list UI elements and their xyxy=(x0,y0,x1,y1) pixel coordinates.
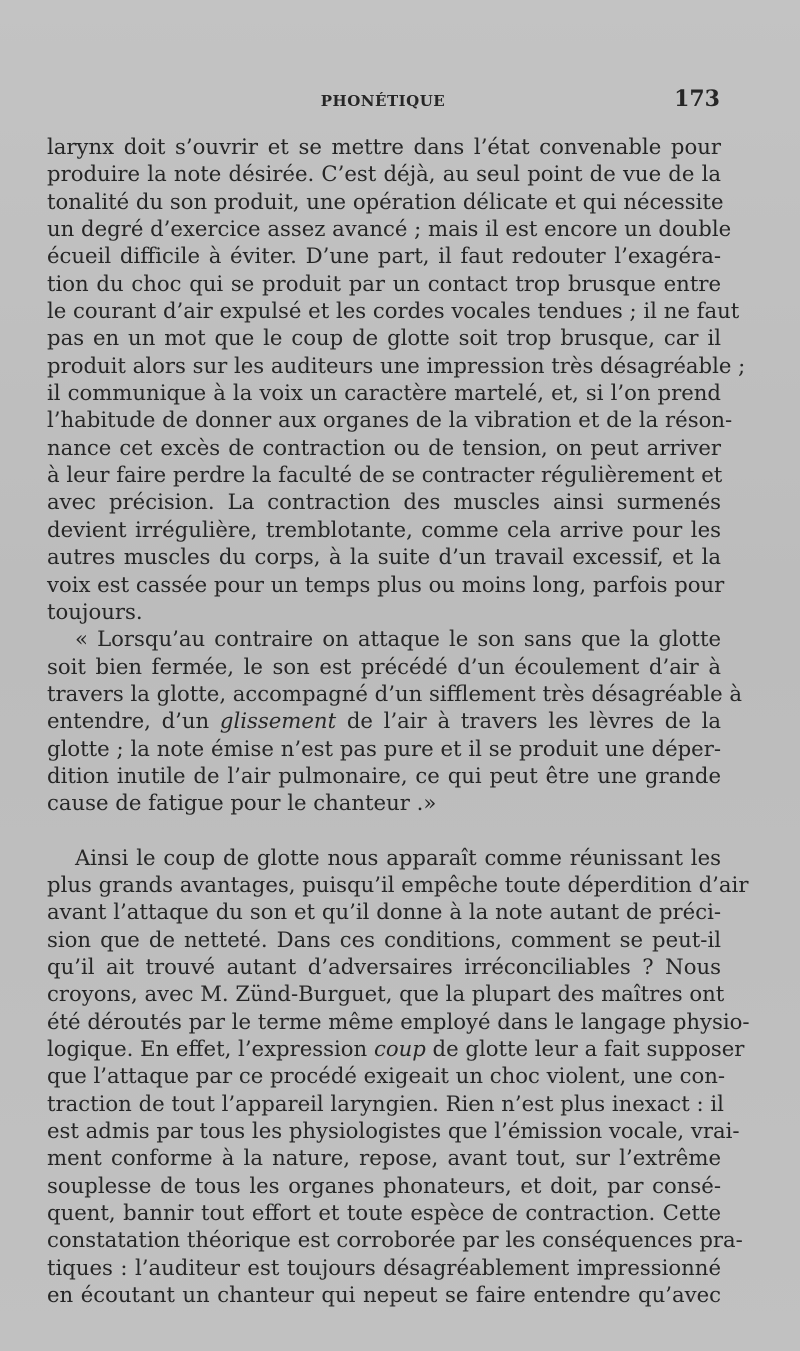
text-line: l’habitude de donner aux organes de la vibration et de la réson- xyxy=(47,407,733,433)
text-line: plus grands avantages, puisqu’il empêche toute déperdition d’air xyxy=(47,871,749,897)
text-line: produit alors sur les auditeurs une impression très désagréable ; xyxy=(47,352,746,378)
text-line: un degré d’exercice assez avancé ; mais il est encore un double xyxy=(47,216,732,242)
italic-term-coup: coup xyxy=(373,1036,426,1061)
body-text xyxy=(47,133,750,1308)
text-line: voix est cassée pour un temps plus ou moins long, parfois pour xyxy=(47,571,725,597)
text-line: larynx doit s’ouvrir et se mettre dans l’état convenable pour xyxy=(47,134,721,159)
page-number: 173 xyxy=(674,86,720,112)
text-line: cause de fatigue pour le chanteur .» xyxy=(47,790,437,816)
text-line: avant l’attaque du son et qu’il donne à la note autant de préci- xyxy=(47,899,721,925)
italic-term-glissement: glissement xyxy=(219,708,337,734)
text-line: écueil difficile à éviter. D’une part, il faut redouter l’exagéra- xyxy=(47,243,721,269)
text-line: pas en un mot que le coup de glotte soit trop brusque, car il xyxy=(47,325,721,351)
text-line: le courant d’air expulsé et les cordes vocales tendues ; il ne faut xyxy=(47,298,740,324)
text-line: devient irrégulière, tremblotante, comme cela arrive pour les xyxy=(47,516,721,542)
text-line: à leur faire perdre la faculté de se contracter régulièrement et xyxy=(47,462,723,488)
text-line: traction de tout l’appareil laryngien. Rien n’est plus inexact : il xyxy=(47,1090,724,1116)
text-segment: logique. En effet, l’expression xyxy=(47,1036,368,1061)
text-line: travers la glotte, accompagné d’un sifflement très désagréable à xyxy=(47,680,743,706)
text-line: autres muscles du corps, à la suite d’un travail excessif, et la xyxy=(47,544,721,570)
paragraph-gap xyxy=(47,817,721,844)
text-line: tion du choc qui se produit par un contact trop brusque entre xyxy=(47,270,721,296)
text-line: dition inutile de l’air pulmonaire, ce qui peut être une grande xyxy=(47,762,721,788)
text-line: souplesse de tous les organes phonateurs, et doit, par consé- xyxy=(47,1172,721,1198)
text-line: tiques : l’auditeur est toujours désagréablement impressionné xyxy=(47,1254,721,1280)
text-line: tonalité du son produit, une opération délicate et qui nécessite xyxy=(47,188,724,214)
text-line xyxy=(47,1035,745,1062)
text-segment: de glotte leur a fait supposer xyxy=(432,1036,745,1061)
text-line: sion que de netteté. Dans ces conditions, comment se peut-il xyxy=(47,926,721,952)
text-segment: entendre, d’un xyxy=(47,708,210,734)
text-line: soit bien fermée, le son est précédé d’un écoulement d’air à xyxy=(47,653,721,679)
text-segment: de l’air à travers les lèvres de la xyxy=(346,708,721,734)
text-line: quent, bannir tout effort et toute espèce de contraction. Cette xyxy=(47,1200,721,1226)
text-line xyxy=(47,707,721,734)
text-line: qu’il ait trouvé autant d’adversaires irréconciliables ? Nous xyxy=(47,953,721,979)
text-line: il communique à la voix un caractère martelé, et, si l’on prend xyxy=(47,380,721,406)
text-line: avec précision. La contraction des muscles ainsi surmenés xyxy=(47,489,721,515)
text-line: produire la note désirée. C’est déjà, au seul point de vue de la xyxy=(47,161,721,187)
text-line: croyons, avec M. Zünd-Burguet, que la plupart des maîtres ont xyxy=(47,981,725,1007)
text-line: été déroutés par le terme même employé dans le langage physio- xyxy=(47,1008,750,1034)
text-line: toujours. xyxy=(47,598,143,624)
text-line: Ainsi le coup de glotte nous apparaît comme réunissant les xyxy=(75,844,721,870)
page-header xyxy=(46,86,720,116)
text-line: constatation théorique est corroborée par les conséquences pra- xyxy=(47,1227,743,1253)
text-line: « Lorsqu’au contraire on attaque le son sans que la glotte xyxy=(75,626,721,652)
text-line: est admis par tous les physiologistes que l’émission vocale, vrai- xyxy=(47,1118,740,1144)
text-line: nance cet excès de contraction ou de tension, on peut arriver xyxy=(47,434,721,460)
text-line: ment conforme à la nature, repose, avant tout, sur l’extrême xyxy=(47,1145,721,1171)
text-line: glotte ; la note émise n’est pas pure et il se produit une déper- xyxy=(47,735,721,761)
text-line: en écoutant un chanteur qui nepeut se faire entendre qu’avec xyxy=(47,1282,721,1308)
text-line: que l’attaque par ce procédé exigeait un choc violent, une con- xyxy=(47,1063,726,1089)
running-head: PHONÉTIQUE xyxy=(320,92,446,110)
